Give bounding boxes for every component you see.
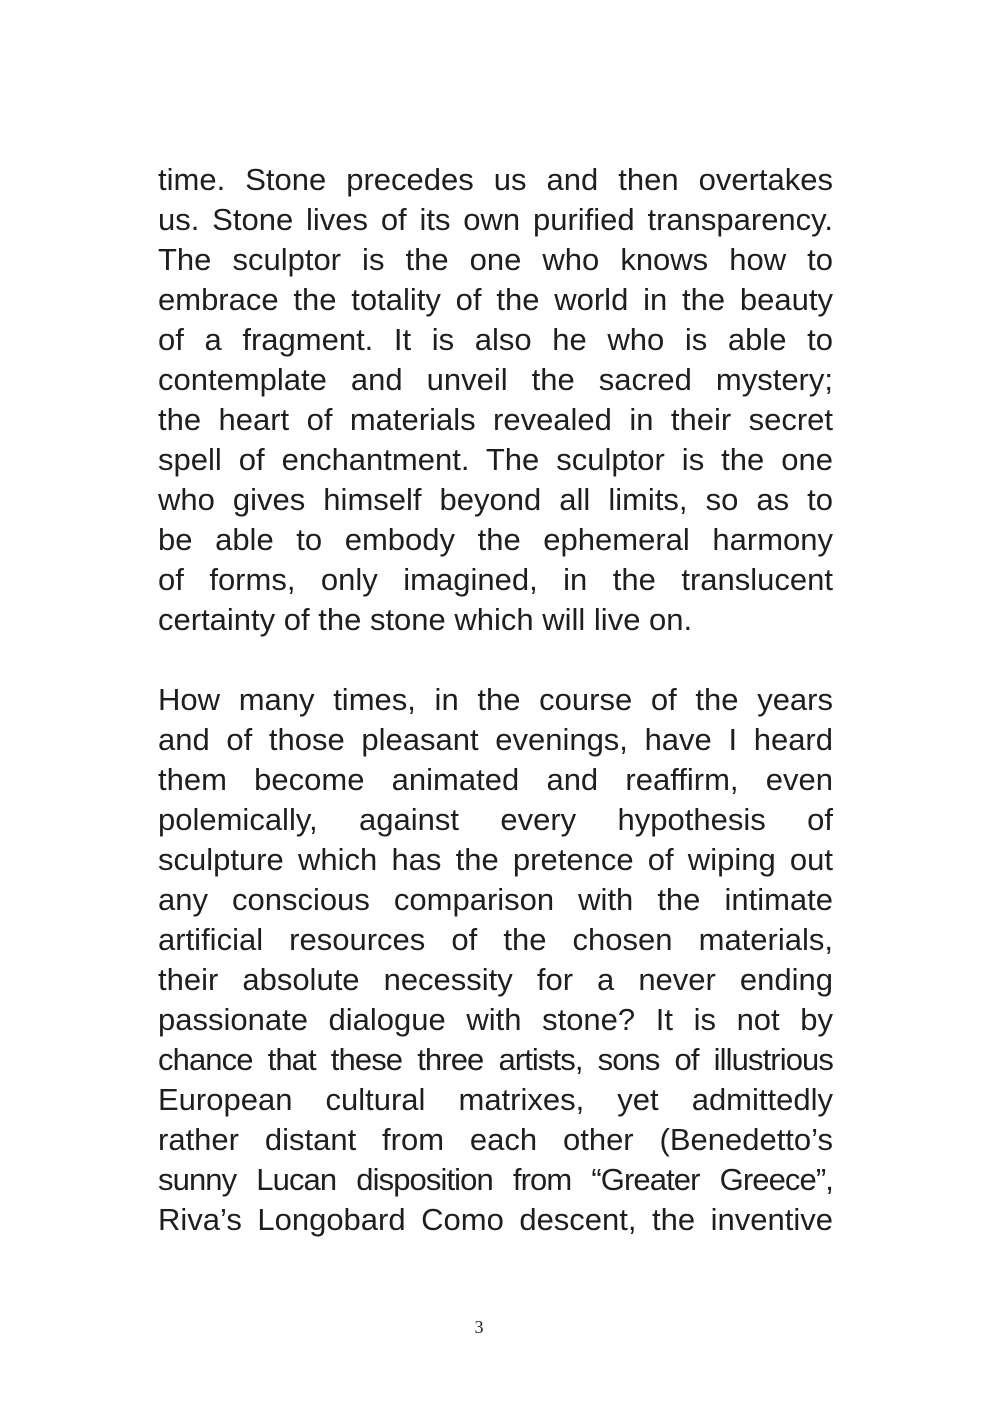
paragraph-2 (158, 680, 833, 1240)
text-line: polemically, against every hypothesis of (158, 802, 833, 837)
text-line: us. Stone lives of its own purified transparency. (158, 202, 833, 237)
text-line: time. Stone precedes us and then overtakes (158, 162, 833, 197)
text-line: sculpture which has the pretence of wiping out (158, 842, 833, 877)
text-line: passionate dialogue with stone? It is not by (158, 1002, 833, 1037)
text-line: embrace the totality of the world in the beauty (158, 282, 833, 317)
text-line: rather distant from each other (Benedetto’s (158, 1122, 833, 1157)
text-line: How many times, in the course of the years (158, 682, 833, 717)
text-line: The sculptor is the one who knows how to (158, 242, 833, 277)
text-line: European cultural matrixes, yet admittedly (158, 1082, 833, 1117)
text-line: and of those pleasant evenings, have I heard (158, 722, 833, 757)
page-number: 3 (474, 1317, 484, 1337)
text-line: who gives himself beyond all limits, so as to (158, 482, 833, 517)
paragraph-1 (158, 160, 833, 640)
text-line: Riva’s Longobard Como descent, the inventive (158, 1202, 833, 1237)
text-line: any conscious comparison with the intimate (158, 882, 833, 917)
text-line: contemplate and unveil the sacred mystery; (158, 362, 833, 397)
text-line: of a fragment. It is also he who is able to (158, 322, 833, 357)
text-line: certainty of the stone which will live on. (158, 602, 693, 637)
text-line: be able to embody the ephemeral harmony (158, 522, 833, 557)
text-line: artificial resources of the chosen materials, (158, 922, 833, 957)
text-line: of forms, only imagined, in the translucent (158, 562, 833, 597)
text-line: sunny Lucan disposition from “Greater Greece”, (158, 1162, 833, 1197)
text-line: them become animated and reaffirm, even (158, 762, 833, 797)
text-line: spell of enchantment. The sculptor is the one (158, 442, 833, 477)
text-line: their absolute necessity for a never ending (158, 962, 833, 997)
text-line: chance that these three artists, sons of illustrious (158, 1042, 833, 1077)
text-line: the heart of materials revealed in their secret (158, 402, 833, 437)
